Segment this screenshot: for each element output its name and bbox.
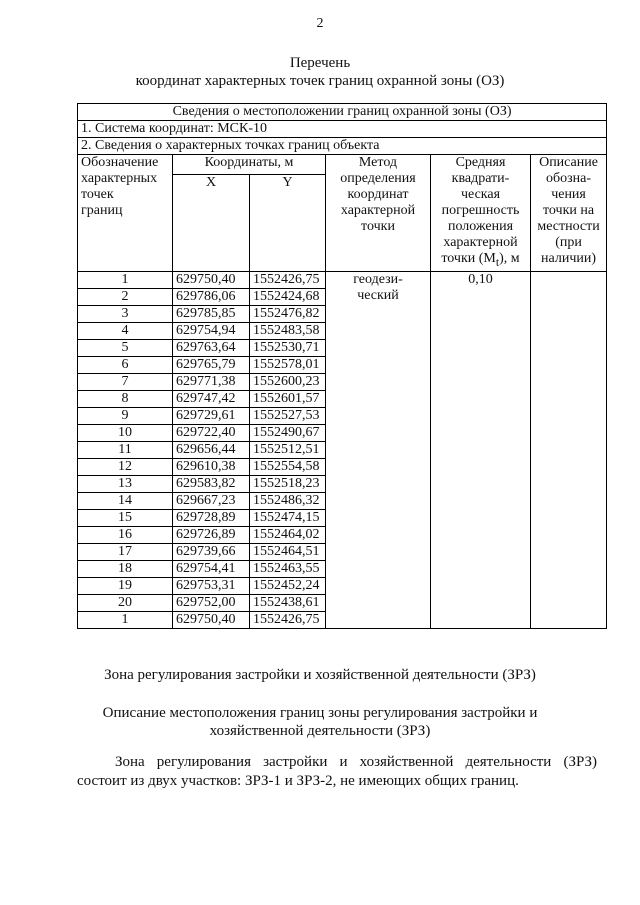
coord-y: 1552424,68 [250,288,326,305]
point-number: 15 [78,509,173,526]
paragraph-line-1: Зона регулирования застройки и хозяйственной деятельности (ЗРЗ) [115,754,597,770]
coord-y: 1552601,57 [250,390,326,407]
point-number: 17 [78,543,173,560]
description-heading [0,704,640,740]
h-method-line: точки [361,219,395,234]
points-section-title: 2. Сведения о характерных точках границ объекта [78,138,607,155]
coord-y: 1552452,24 [250,577,326,594]
point-number: 16 [78,526,173,543]
coord-x: 629739,66 [173,543,250,560]
coord-x: 629765,79 [173,356,250,373]
h-desc-line: наличии) [541,251,597,266]
header-method [326,155,431,272]
h-acc-line: квадрати- [451,171,510,186]
header-description [531,155,607,272]
point-number: 18 [78,560,173,577]
coord-x: 629752,00 [173,594,250,611]
h-desc-line: обозна- [546,171,592,186]
h-col1-line: характерных [81,171,158,186]
point-number: 8 [78,390,173,407]
point-number: 6 [78,356,173,373]
coord-y: 1552464,51 [250,543,326,560]
h-method-line: Метод [358,155,398,170]
coord-y: 1552483,58 [250,322,326,339]
title-line-2: координат характерных точек границ охранной зоны (ОЗ) [135,73,505,89]
method-value-line: геодези- [353,271,403,287]
coord-y: 1552438,61 [250,594,326,611]
h-desc-line: местности [537,219,600,234]
point-number: 9 [78,407,173,424]
coord-x: 629667,23 [173,492,250,509]
coord-x: 629726,89 [173,526,250,543]
coord-x: 629656,44 [173,441,250,458]
coord-x: 629722,40 [173,424,250,441]
h-col1-line: Обозначение [81,155,159,170]
coord-y: 1552578,01 [250,356,326,373]
coord-x: 629729,61 [173,407,250,424]
coord-x: 629771,38 [173,373,250,390]
coord-y: 1552490,67 [250,424,326,441]
point-number: 3 [78,305,173,322]
h-desc-line: (при [555,235,582,250]
coord-y: 1552464,02 [250,526,326,543]
header-y: Y [250,174,326,271]
zone-heading: Зона регулирования застройки и хозяйственной деятельности (ЗРЗ) [104,667,536,683]
coord-x: 629610,38 [173,458,250,475]
coord-y: 1552527,53 [250,407,326,424]
h-desc-line: чения [551,187,586,202]
point-number: 20 [78,594,173,611]
h-col1-line: точек [81,187,114,202]
point-number: 1 [78,271,173,288]
point-number: 4 [78,322,173,339]
h-method-line: характерной [340,203,416,218]
coord-y: 1552512,51 [250,441,326,458]
point-number: 14 [78,492,173,509]
description-value [531,271,607,628]
coord-y: 1552474,15 [250,509,326,526]
header-coordinates: Координаты, м [173,155,326,175]
point-number: 1 [78,611,173,628]
coord-x: 629754,41 [173,560,250,577]
h-acc-line: характерной [443,235,518,250]
header-x: X [173,174,250,271]
title-line-1: Перечень [289,55,351,71]
h-method-line: определения [340,171,416,186]
h-acc-line: погрешность [441,203,520,218]
h-acc-line: Средняя [455,155,506,170]
description-heading-line-2: хозяйственной деятельности (ЗРЗ) [209,723,431,739]
coord-y: 1552426,75 [250,611,326,628]
coord-x: 629583,82 [173,475,250,492]
h-acc-line: положения [447,219,514,234]
coordinate-system: 1. Система координат: МСК-10 [78,121,607,138]
coord-y: 1552518,23 [250,475,326,492]
paragraph-line-2: состоит из двух участков: ЗРЗ-1 и ЗРЗ-2, не имеющих общих границ. [77,773,519,789]
h-method-line: координат [347,187,409,202]
coord-y: 1552476,82 [250,305,326,322]
coord-x: 629750,40 [173,611,250,628]
coord-y: 1552600,23 [250,373,326,390]
point-number: 5 [78,339,173,356]
document-title [0,54,640,90]
accuracy-value: 0,10 [431,271,531,628]
coord-y: 1552426,75 [250,271,326,288]
h-desc-line: точки на [542,203,595,218]
point-number: 19 [78,577,173,594]
coord-y: 1552530,71 [250,339,326,356]
h-acc-line: ческая [460,187,501,202]
h-acc-line: точки $(M_t)$, м [441,251,520,269]
method-value [326,271,431,628]
coord-x: 629750,40 [173,271,250,288]
point-number: 7 [78,373,173,390]
header-accuracy [431,155,531,272]
coord-x: 629747,42 [173,390,250,407]
h-desc-line: Описание [539,155,598,170]
coord-x: 629785,85 [173,305,250,322]
point-number: 2 [78,288,173,305]
coord-x: 629754,94 [173,322,250,339]
table-caption: Сведения о местоположении границ охранной зоны (ОЗ) [78,104,607,121]
page-number: 2 [316,16,324,31]
coord-x: 629786,06 [173,288,250,305]
header-point-designation [78,155,173,272]
coordinates-table [77,103,607,629]
coord-y: 1552554,58 [250,458,326,475]
point-number: 11 [78,441,173,458]
zone-paragraph [77,753,597,791]
point-number: 12 [78,458,173,475]
description-heading-line-1: Описание местоположения границ зоны регулирования застройки и [102,705,538,721]
method-value-line: ческий [357,287,399,303]
point-number: 13 [78,475,173,492]
point-number: 10 [78,424,173,441]
coord-y: 1552486,32 [250,492,326,509]
h-col1-line: границ [81,203,123,218]
coord-x: 629728,89 [173,509,250,526]
coord-y: 1552463,55 [250,560,326,577]
coord-x: 629763,64 [173,339,250,356]
table-row [78,271,607,288]
coord-x: 629753,31 [173,577,250,594]
